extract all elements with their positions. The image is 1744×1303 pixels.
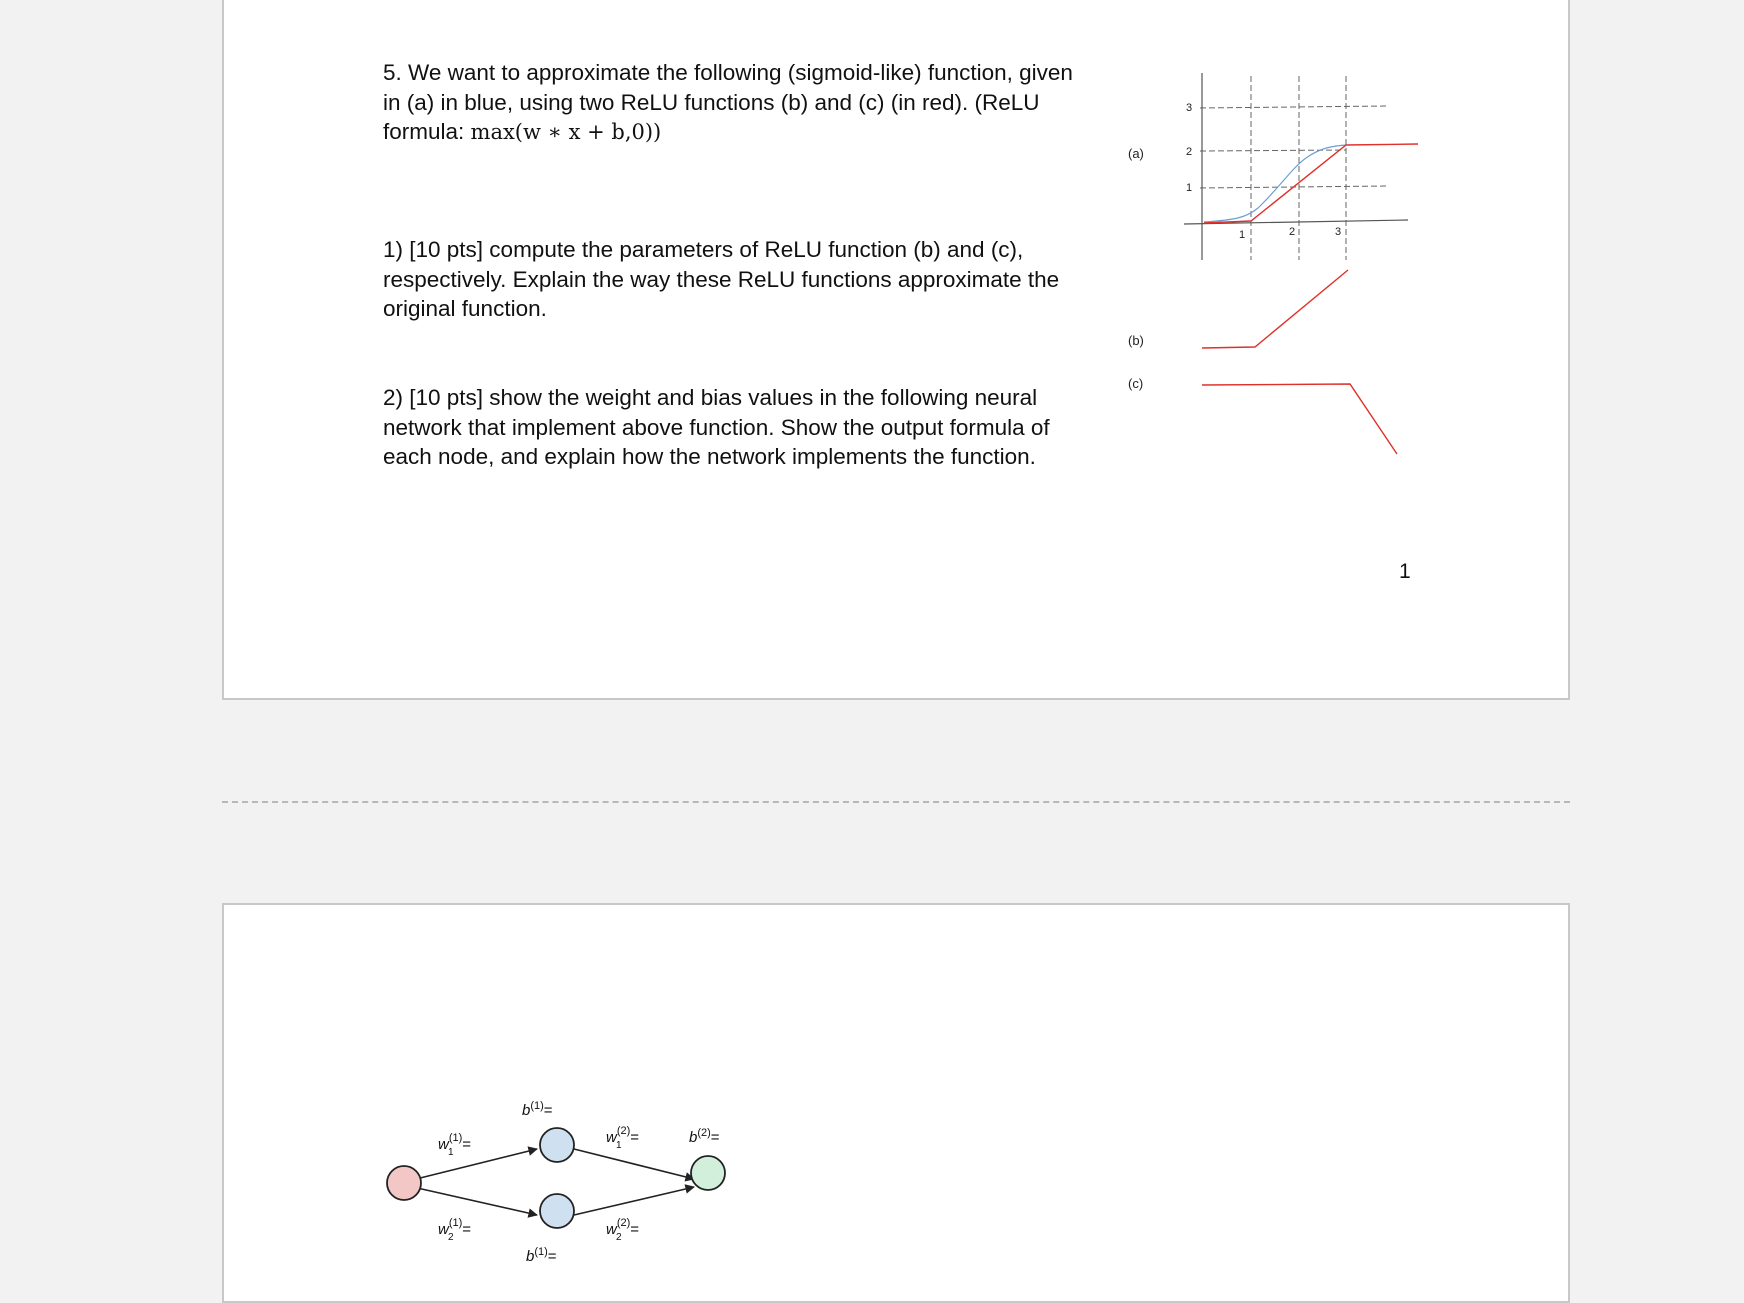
input-node	[387, 1166, 421, 1200]
grid-y2	[1200, 150, 1346, 151]
relu-figure	[224, 0, 1568, 698]
neural-network-diagram	[224, 905, 1568, 1301]
label-c: (c)	[1128, 376, 1144, 391]
sub-w1-1: 1	[448, 1147, 454, 1158]
x-tick-3: 3	[1335, 226, 1342, 238]
approx-curve	[1204, 144, 1418, 223]
relu-c-curve	[1202, 384, 1397, 454]
edge-input-h1	[404, 1149, 537, 1182]
x-tick-1: 1	[1239, 229, 1246, 241]
intro-line-2: in (a) in blue, using two ReLU functions (b) and (c) (in red). (ReLU	[383, 89, 1040, 115]
panel-a	[1128, 73, 1418, 260]
sub-w1-2: 1	[616, 1140, 622, 1151]
panel-c	[1128, 376, 1397, 454]
panel-b	[1128, 270, 1348, 348]
y-tick-3: 3	[1186, 102, 1193, 114]
x-tick-2: 2	[1289, 226, 1296, 238]
y-tick-2: 2	[1186, 146, 1193, 158]
y-tick-1: 1	[1186, 182, 1193, 194]
label-b1-top: $b^{(1)}=$	[522, 1100, 553, 1119]
page-1	[222, 0, 1570, 700]
part2-line-1: 2) [10 pts] show the weight and bias values in the following neural	[383, 385, 1038, 410]
label-w1-2: $w^{(2)}=$	[606, 1125, 640, 1146]
part1-line-2: respectively. Explain the way these ReLU functions approximate the	[383, 266, 1060, 292]
label-b: (b)	[1128, 333, 1144, 348]
hidden-node-1	[540, 1128, 574, 1162]
edge-h1-output	[574, 1149, 694, 1179]
relu-b-curve	[1202, 270, 1348, 348]
relu-formula: max(w ∗ x + b,0))	[470, 120, 662, 144]
label-w1-1: $w^{(1)}=$	[438, 1132, 472, 1153]
page-divider	[222, 801, 1570, 803]
hidden-node-2	[540, 1194, 574, 1228]
label-w2-1: $w^{(1)}=$	[438, 1217, 472, 1238]
page-2	[222, 903, 1570, 1303]
edge-input-h2	[404, 1185, 537, 1215]
page-number: 1	[1399, 560, 1411, 583]
part2-line-2: network that implement above function. Show the output formula of	[383, 414, 1050, 440]
label-b1-bottom: $b^{(1)}=$	[526, 1246, 557, 1265]
formula-prefix: formula:	[383, 119, 471, 144]
output-node	[691, 1156, 725, 1190]
intro-line-1: 5. We want to approximate the following (sigmoid-like) function, given	[383, 60, 1073, 85]
part2-line-3: each node, and explain how the network implements the function.	[383, 444, 1036, 469]
label-w2-2: $w^{(2)}=$	[606, 1217, 640, 1238]
grid-y3	[1200, 106, 1386, 108]
edge-h2-output	[574, 1187, 694, 1215]
label-b2: $b^{(2)}=$	[689, 1127, 720, 1146]
sub-w2-2: 2	[616, 1232, 622, 1243]
part1-line-3: original function.	[383, 296, 547, 321]
label-a: (a)	[1128, 146, 1144, 161]
sub-w2-1: 2	[448, 1232, 454, 1243]
target-curve	[1204, 145, 1346, 222]
part1-line-1: 1) [10 pts] compute the parameters of ReLU function (b) and (c),	[383, 237, 1024, 262]
